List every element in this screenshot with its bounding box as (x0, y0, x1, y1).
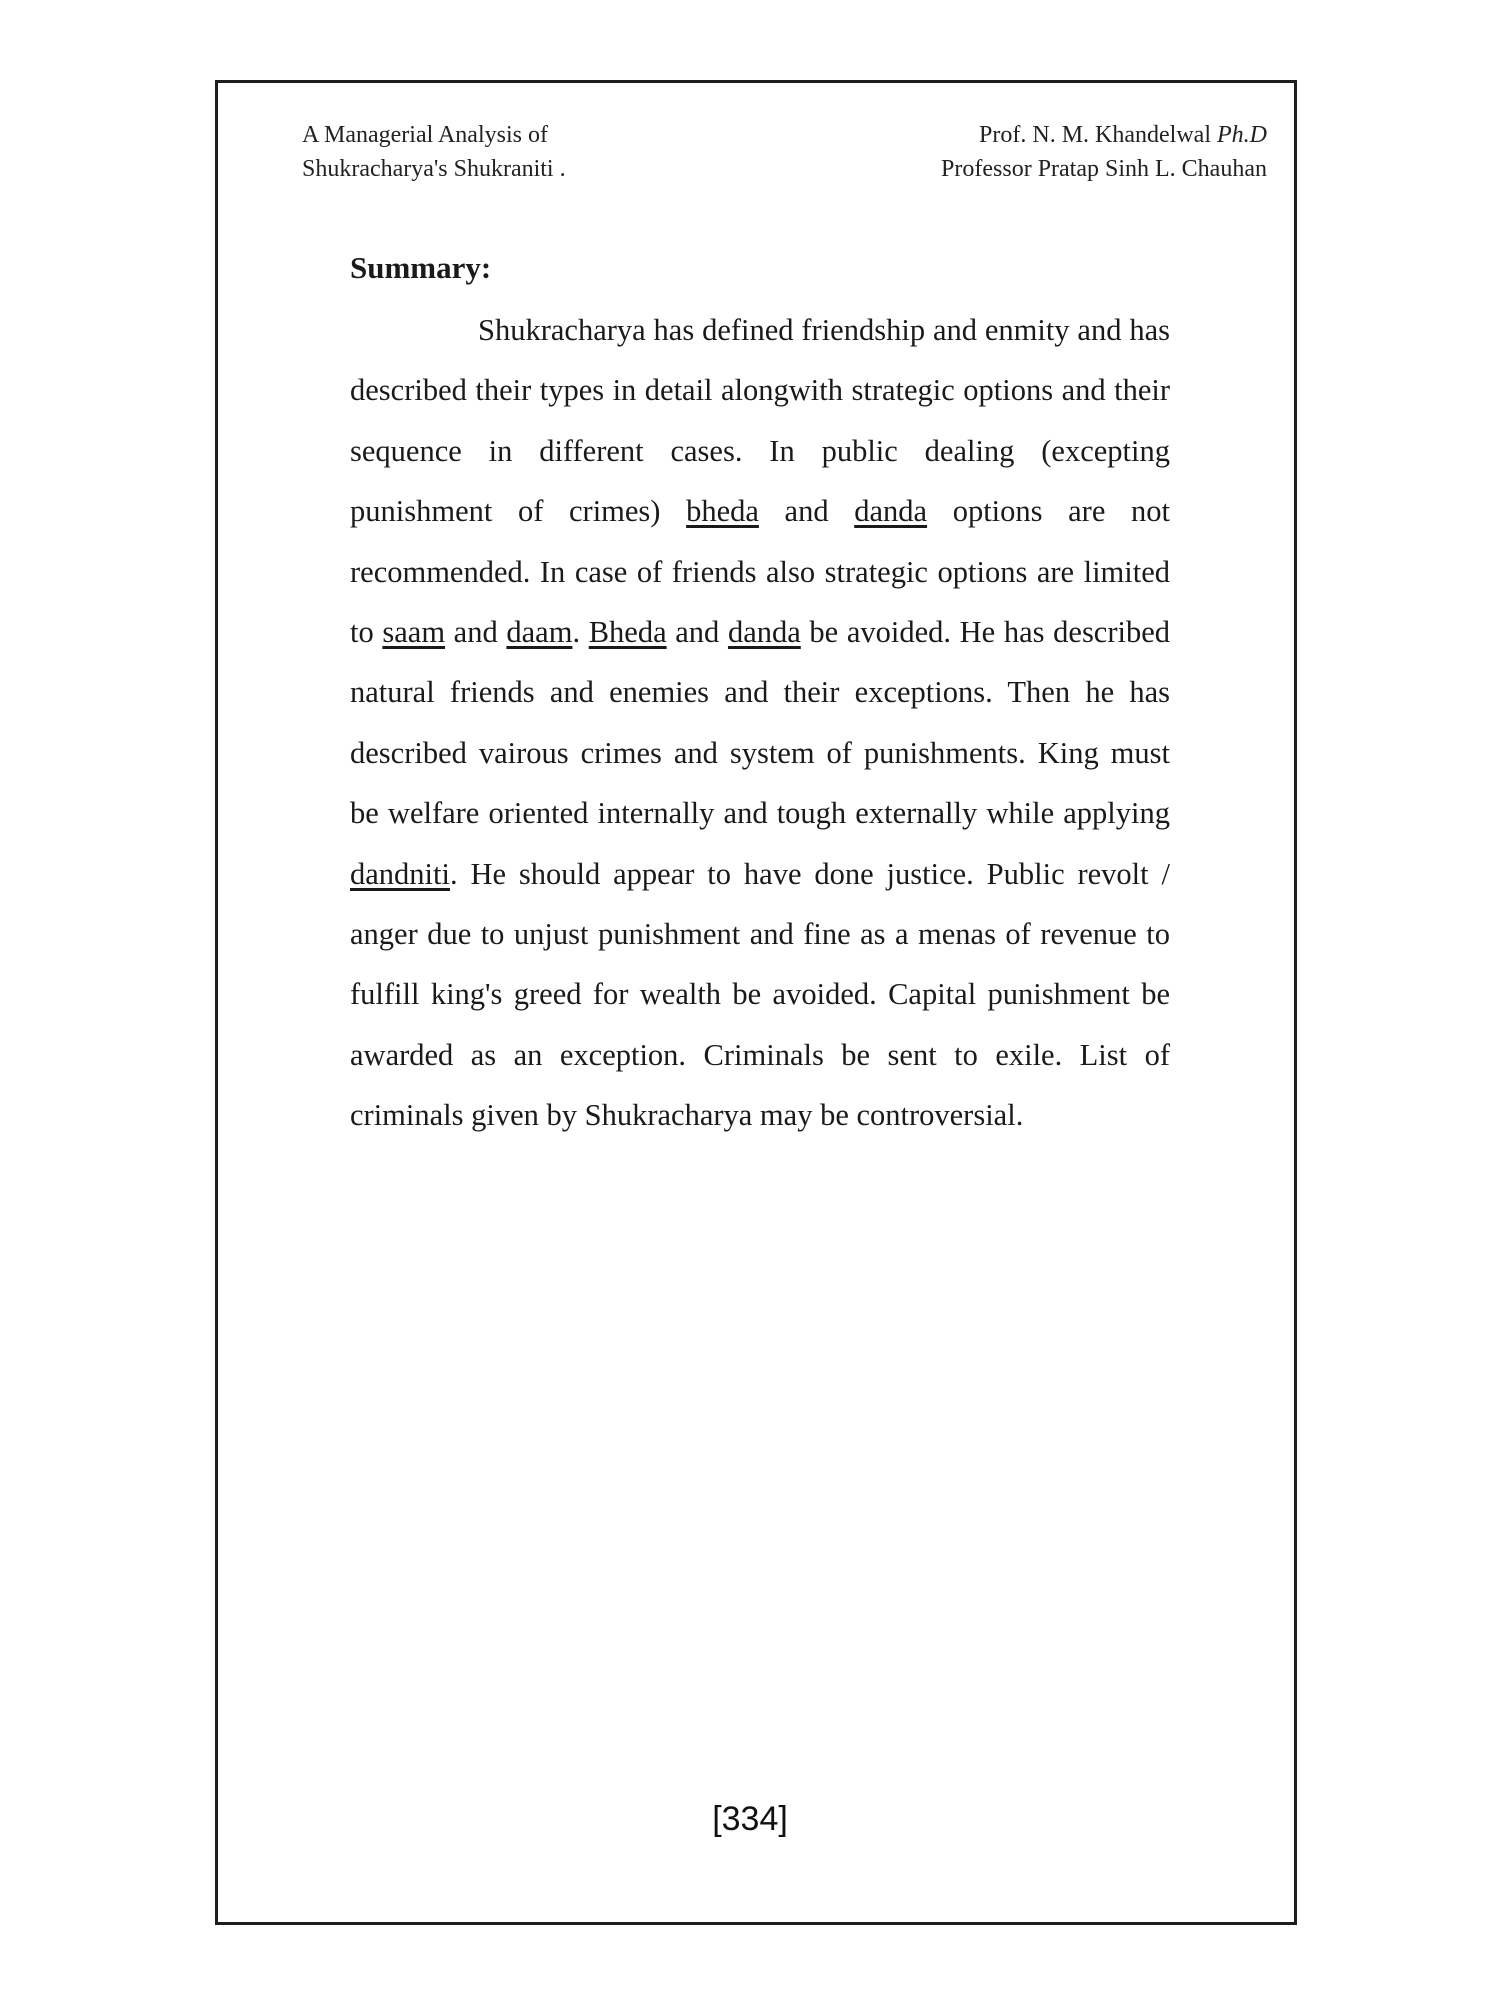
author-1-name: Prof. N. M. Khandelwal (979, 122, 1217, 148)
page-number: [334] (712, 1800, 788, 1838)
summary-text-4: and (445, 615, 507, 650)
term-danda-2: danda (727, 615, 801, 650)
header-title-line-2: Shukracharya's Shukraniti . (302, 156, 566, 182)
term-bheda-capital: Bheda (588, 615, 667, 650)
header-authors (941, 118, 1267, 186)
term-danda: danda (854, 494, 928, 529)
summary-heading: Summary: (350, 250, 492, 285)
header-title-line-1: A Managerial Analysis of (302, 122, 548, 148)
term-saam: saam (382, 615, 446, 650)
summary-paragraph (350, 300, 1170, 1146)
summary-text-2: and (758, 494, 855, 529)
term-daam: daam (506, 615, 573, 650)
header-author-1 (941, 118, 1267, 152)
author-1-degree: Ph.D (1217, 122, 1267, 148)
summary-text-5: . (572, 615, 589, 650)
summary-text-6: and (666, 615, 728, 650)
term-dandniti: dandniti (350, 856, 450, 891)
header-book-title (302, 118, 566, 186)
term-bheda: bheda (686, 494, 759, 529)
header-author-2: Professor Pratap Sinh L. Chauhan (941, 156, 1267, 182)
summary-text-7: be avoided. He has described natural friends and enemies and their exceptions. Then he has described vairous crimes and system of punishments. King must be welfare oriented internally and tough externally while applying (350, 615, 1171, 831)
summary-text-8: . He should appear to have done justice. Public revolt / anger due to unjust punishment and fine as a menas of revenue to fulfill king's greed for wealth be avoided. Capital punishment be awarded as an exception. Criminals be sent to exile. List of criminals given by Shukracharya may be controversial. (350, 856, 1170, 1133)
summary-text-1: Shukracharya has defined friendship and enmity and has described their types in detail alongwith strategic options and their sequence in different cases. In public dealing (excepting punishment of crimes) (350, 313, 1170, 529)
summary-text-3: options are not recommended. In case of friends also strategic options are limited to (350, 494, 1170, 650)
